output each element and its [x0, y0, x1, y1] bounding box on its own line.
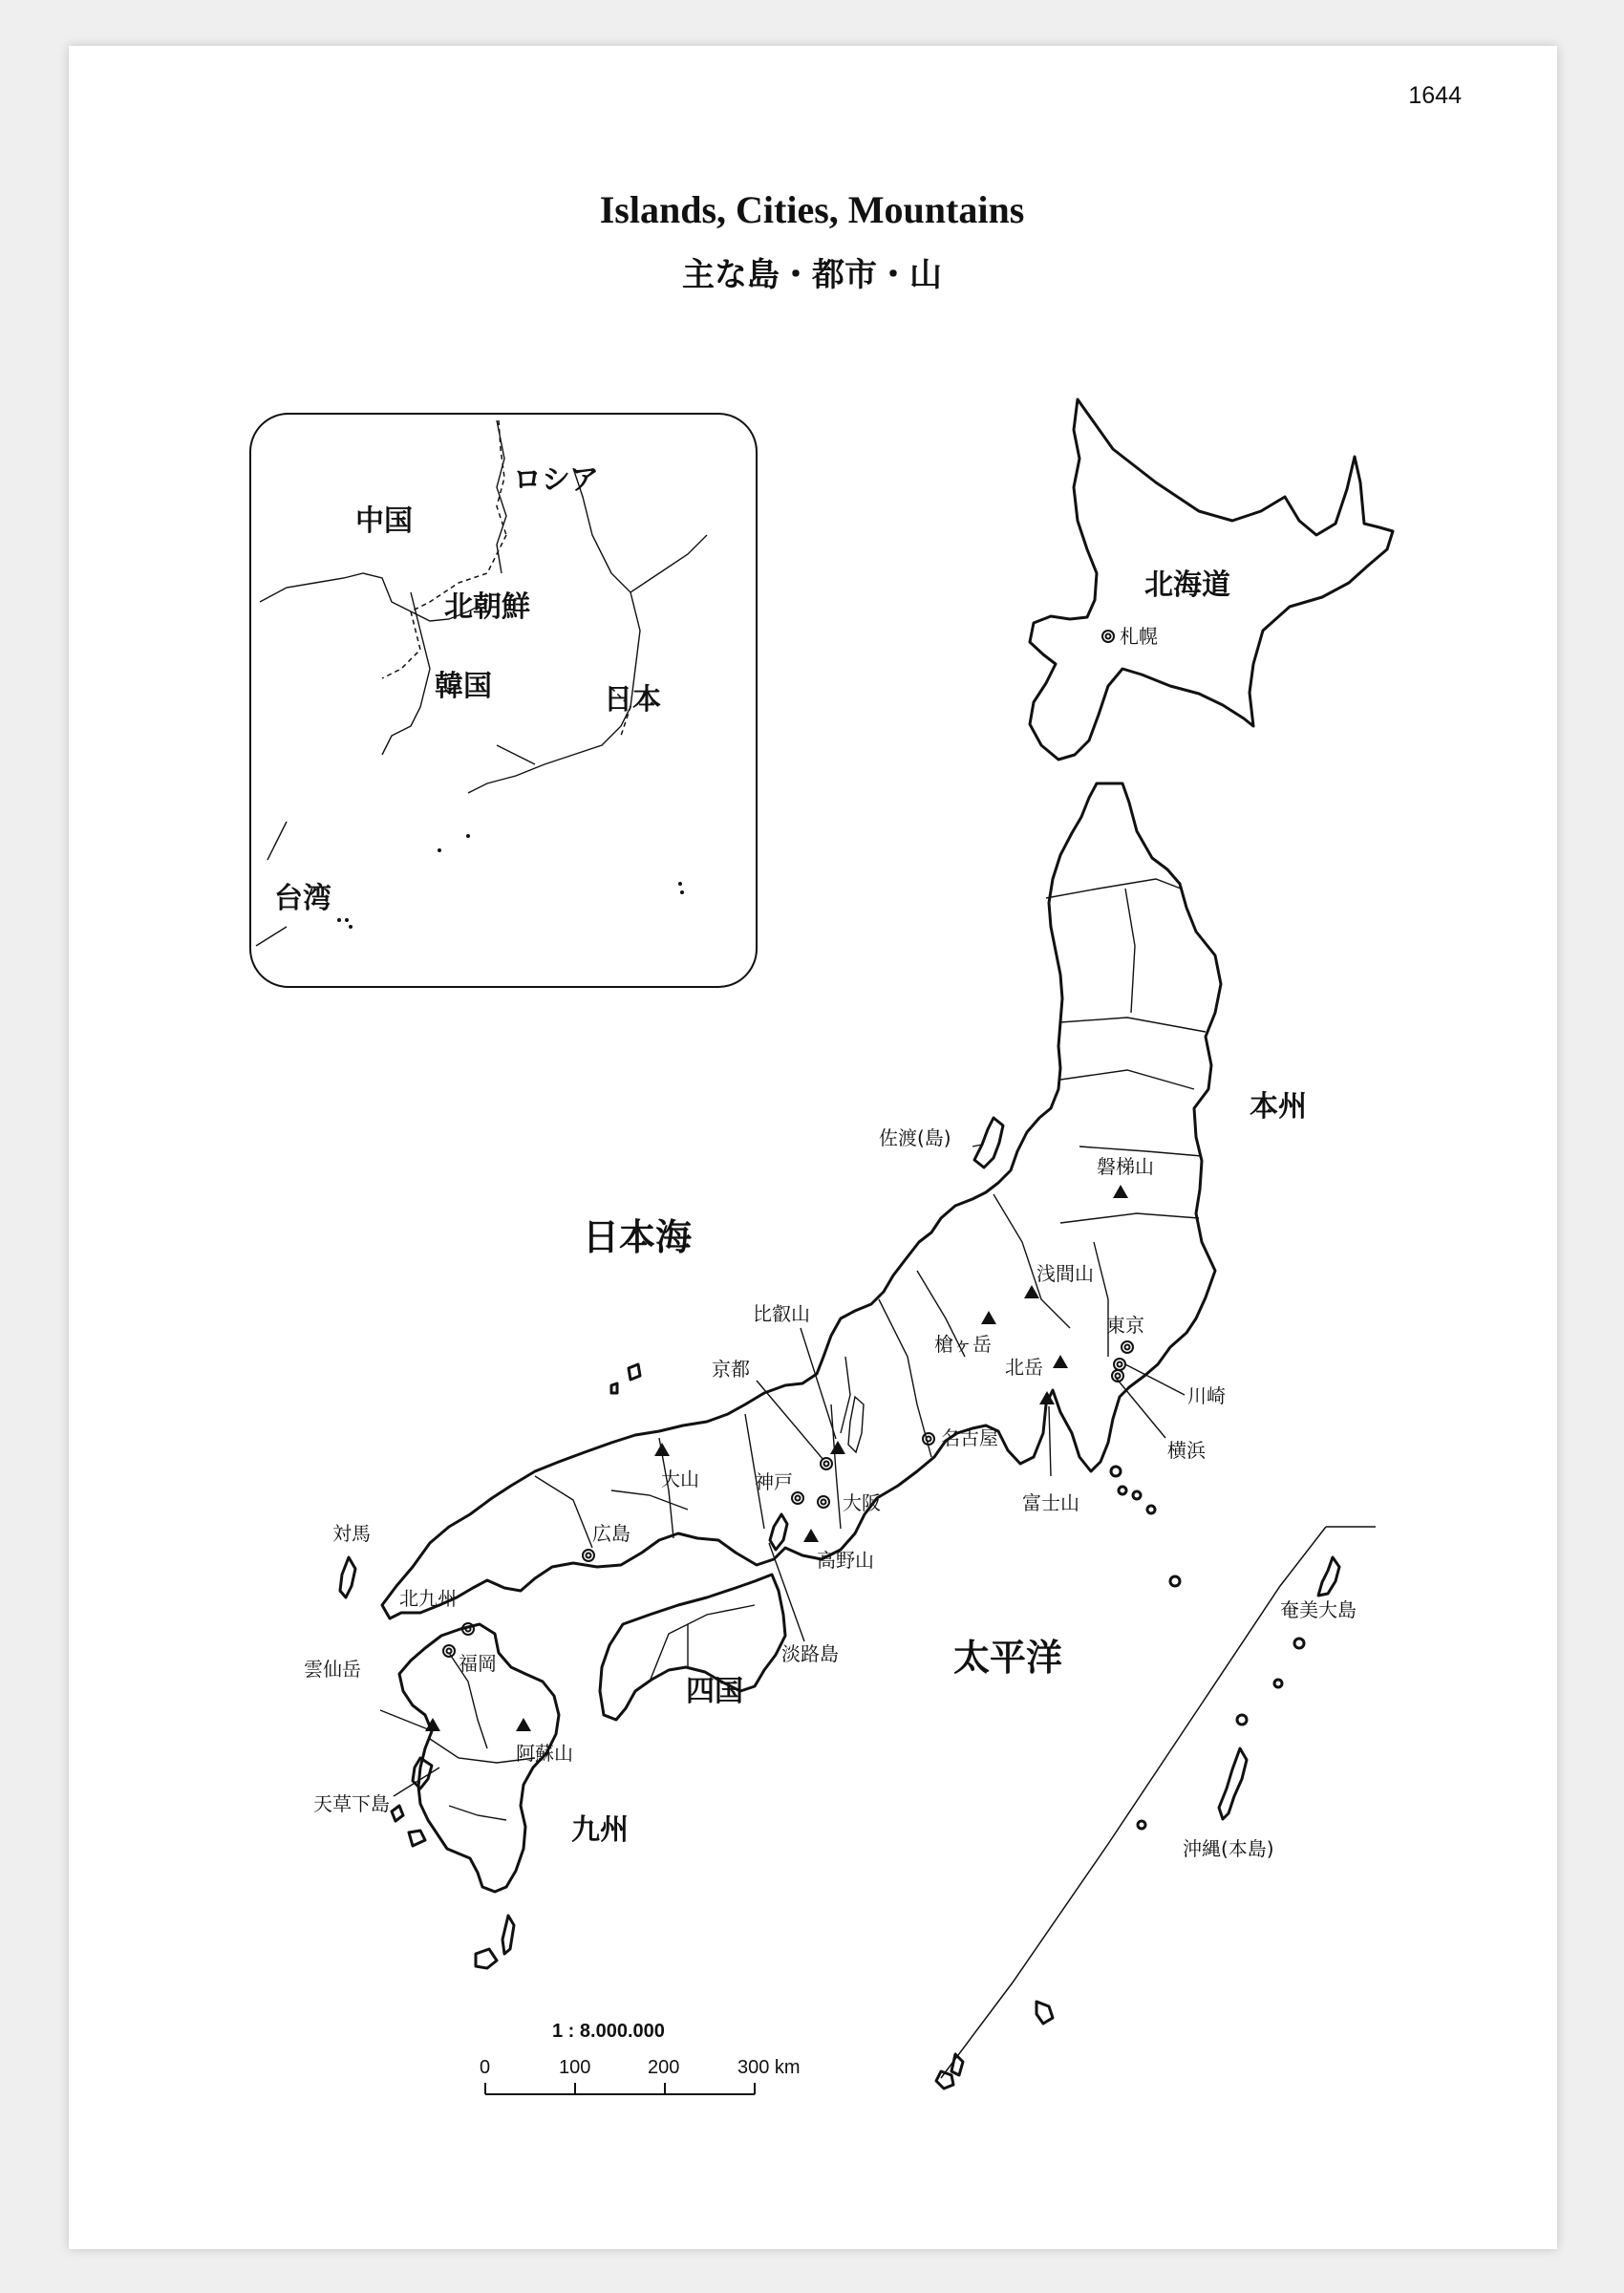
mountain-label-unzen: 雲仙岳: [304, 1658, 361, 1681]
inset-label-taiwan: 台湾: [274, 882, 331, 915]
mountain-marker-bandai: [1113, 1185, 1128, 1198]
mountain-marker-aso: [516, 1718, 531, 1731]
region-label-kyushu: 九州: [571, 1813, 629, 1847]
island-label-sado: 佐渡(島): [879, 1126, 951, 1149]
inset-label-china: 中国: [355, 504, 413, 538]
sado-island: [974, 1118, 1003, 1168]
sea-label-sea-of-japan: 日本海: [583, 1215, 693, 1258]
map-subtitle: 主な島・都市・山: [682, 256, 942, 294]
island-label-amami: 奄美大島: [1280, 1598, 1357, 1621]
city-marker-hiroshima: [583, 1550, 594, 1561]
city-label-nagoya: 名古屋: [941, 1426, 998, 1449]
mountain-marker-kitadake: [1053, 1355, 1068, 1368]
mountain-label-aso: 阿蘇山: [516, 1742, 573, 1765]
mountain-marker-koya: [803, 1529, 819, 1542]
region-label-hokkaido: 北海道: [1144, 568, 1230, 602]
mountain-label-kitadake: 北岳: [1005, 1356, 1043, 1379]
inset-map: [250, 414, 757, 987]
city-marker-fukuoka: [443, 1645, 455, 1657]
city-label-sapporo: 札幌: [1120, 625, 1158, 648]
mountain-label-hiei: 比叡山: [753, 1302, 810, 1325]
sea-label-pacific: 太平洋: [953, 1636, 1063, 1679]
map-title: Islands, Cities, Mountains: [599, 188, 1025, 231]
mountain-label-fuji: 富士山: [1022, 1491, 1079, 1514]
scale-tick-0: 0: [480, 2057, 491, 2078]
city-label-tokyo: 東京: [1106, 1314, 1144, 1337]
mountain-marker-yarigatake: [981, 1311, 996, 1324]
island-label-amakusa: 天草下島: [313, 1792, 390, 1815]
scale-tick-300: 300 km: [737, 2057, 801, 2078]
city-label-yokohama: 横浜: [1167, 1439, 1206, 1462]
city-marker-sapporo: [1102, 631, 1114, 642]
okinawa-island: [1219, 1748, 1247, 1819]
city-label-fukuoka: 福岡: [459, 1652, 497, 1675]
city-label-osaka: 大阪: [843, 1491, 881, 1514]
scale-ratio: 1 : 8.000.000: [552, 2021, 665, 2042]
inset-label-south-korea: 韓国: [435, 670, 492, 703]
city-label-kawasaki: 川崎: [1187, 1384, 1226, 1407]
inset-label-japan: 日本: [604, 683, 661, 717]
island-label-okinawa: 沖縄(本島): [1183, 1837, 1274, 1860]
lake-biwa: [848, 1397, 864, 1452]
mountain-marker-daisen: [654, 1443, 670, 1456]
page-number: 1644: [1408, 82, 1462, 109]
inset-label-russia: ロシア: [513, 463, 599, 497]
mountain-label-yarigatake: 槍ヶ岳: [934, 1333, 992, 1356]
tsushima-island: [340, 1557, 355, 1597]
region-label-honshu: 本州: [1250, 1090, 1307, 1124]
city-label-kobe: 神戸: [755, 1470, 793, 1493]
scale-tick-200: 200: [648, 2057, 680, 2078]
amami-island: [1318, 1557, 1339, 1596]
inset-label-north-korea: 北朝鮮: [444, 590, 530, 624]
scale-tick-100: 100: [559, 2057, 591, 2078]
city-marker-kyoto: [821, 1458, 832, 1469]
island-label-tsushima: 対馬: [332, 1522, 371, 1545]
mountain-label-daisen: 大山: [661, 1468, 699, 1490]
city-marker-tokyo: [1122, 1341, 1133, 1353]
city-label-hiroshima: 広島: [592, 1522, 630, 1545]
city-label-kyoto: 京都: [712, 1358, 750, 1381]
island-label-awaji: 淡路島: [781, 1642, 839, 1665]
region-label-shikoku: 四国: [686, 1675, 743, 1708]
city-marker-osaka: [818, 1496, 829, 1508]
city-marker-nagoya: [923, 1433, 934, 1445]
city-label-kitakyushu: 北九州: [399, 1587, 457, 1610]
awaji-island: [770, 1514, 787, 1550]
mountain-label-koya: 高野山: [817, 1549, 874, 1572]
scale-bar: [480, 2021, 801, 2094]
city-marker-kawasaki: [1114, 1359, 1125, 1370]
mountain-label-asama: 浅間山: [1036, 1262, 1094, 1285]
mountain-label-bandai: 磐梯山: [1097, 1155, 1154, 1178]
mountain-marker-hiei: [830, 1441, 845, 1454]
city-marker-kobe: [792, 1492, 803, 1504]
